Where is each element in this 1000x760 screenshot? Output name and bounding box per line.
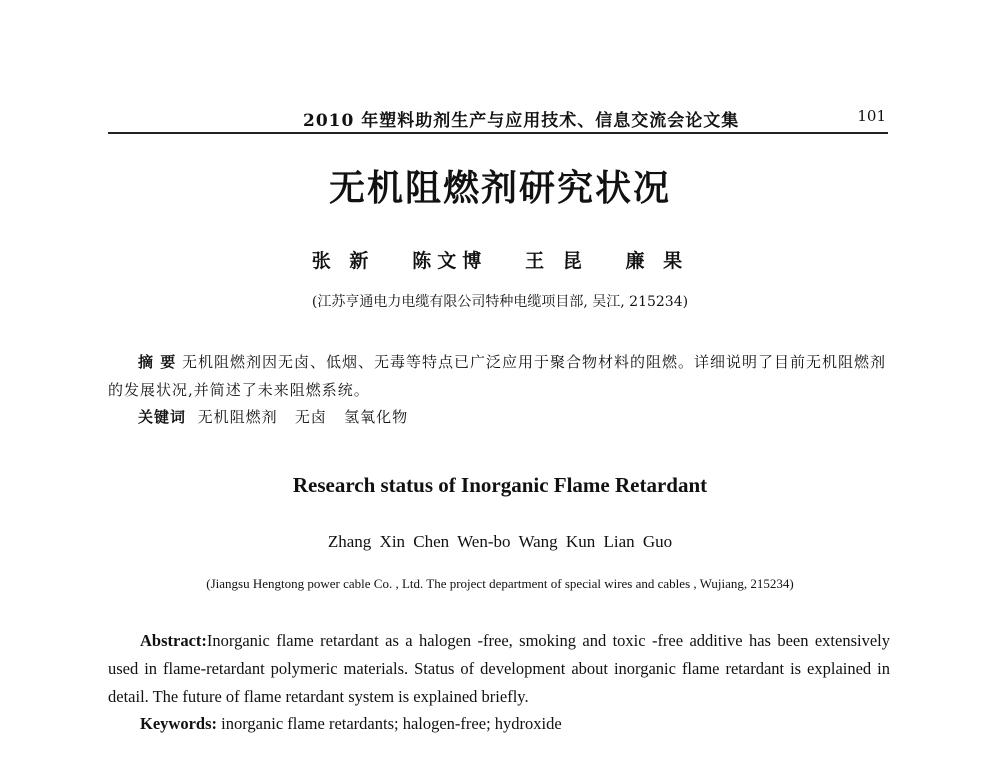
chinese-title: 无机阻燃剂研究状况 [328,167,671,209]
english-abstract-text: Inorganic flame retardant as a halogen -free, smoking and toxic -free additive has been extensively used in flame-retardant polymeric materials. Status of development about inorganic flame retardant is explained in detail. The future of flame retardant system is explained briefly. [108,631,890,706]
english-authors: Zhang Xin Chen Wen-bo Wang Kun Lian Guo [327,532,673,551]
chinese-abstract-text: 无机阻燃剂因无卤、低烟、无毒等特点已广泛应用于聚合物材料的阻燃。详细说明了目前无机阻燃剂的发展状况,并简述了未来阻燃系统。 [108,353,887,399]
english-keywords-label: Keywords: [140,714,217,733]
english-keywords-text: inorganic flame retardants; halogen-free; hydroxide [217,714,562,733]
running-header [108,104,888,134]
chinese-keywords-label: 关键词 [138,408,187,426]
english-abstract [108,627,890,711]
chinese-keywords-text: 无机阻燃剂 无卤 氢氧化物 [197,408,409,426]
page-number: 101 [857,107,886,125]
english-keywords [140,710,890,738]
english-abstract-label: Abstract: [140,631,207,650]
english-title: Research status of Inorganic Flame Retardant [292,473,708,497]
chinese-abstract [108,348,890,404]
chinese-abstract-label: 摘 要 [138,353,177,371]
chinese-keywords [138,404,878,430]
running-title: 2010 年塑料助剂生产与应用技术、信息交流会论文集 [303,111,740,131]
chinese-authors: 张 新 陈文博 王 昆 廉 果 [311,250,689,272]
chinese-affiliation: (江苏亨通电力电缆有限公司特种电缆项目部, 吴江, 215234) [311,294,689,310]
english-affiliation: (Jiangsu Hengtong power cable Co. , Ltd. The project department of special wires and cables , Wujiang, 215234) [206,576,794,591]
